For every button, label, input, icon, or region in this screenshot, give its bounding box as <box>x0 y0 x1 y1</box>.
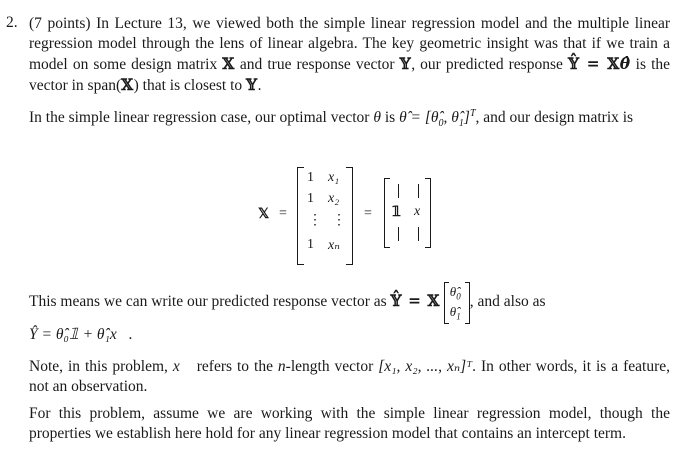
points-label: (7 points) <box>29 15 91 32</box>
intro-text-2: and true response vector <box>239 56 395 73</box>
matrix-c1-r3: ⋮ <box>308 213 322 228</box>
col-matrix-left-bracket <box>384 178 390 248</box>
matrix-c2-r4: xₙ <box>328 238 340 253</box>
matrix-c1-r1: 1 <box>307 170 314 185</box>
matrix-c2-r1: x₁ <box>328 170 340 185</box>
predicted-text: This means we can write our predicted response vector as 𝕐̂ = 𝕏 $\thetâ_0$ $\thetâ_1$ , and also as <box>29 291 674 312</box>
matrix-lhs: 𝕏 <box>258 207 270 222</box>
note-text: Note, in this problem, x⃗ refers to the n-length vector [x₁, x₂, ..., xₙ]ᵀ. In other words, it is a feature, not an observation. <box>29 358 671 395</box>
matrix-left-bracket <box>297 167 304 265</box>
intro-text-1: In Lecture 13, we viewed both the simple linear regression model and the multiple linear regression model through the lens of linear algebra. The key geometric insight was that if we train a model on some design matrix <box>29 15 671 73</box>
matrix-c1-r2: 1 <box>307 191 314 206</box>
problem-number: 2. <box>6 14 18 31</box>
intro-text-3: , our predicted response <box>411 56 563 73</box>
matrix-c1-r4: 1 <box>307 237 314 252</box>
matrix-equals-1: = <box>279 206 287 221</box>
ones-vector: 𝟙 <box>392 205 402 220</box>
design-matrix-symbol: 𝕏 <box>222 54 235 73</box>
predicted-response-eq: 𝕐̂ = 𝕏θ̂ <box>567 54 631 73</box>
intro-text-5: ) that is closest to <box>133 77 243 94</box>
simple-case-text: In the simple linear regression case, our optimal vector θ is θ̂ = [$\thetâ_0$, $\thetâ_1]^T$, and our design matrix is <box>29 108 634 130</box>
problem-intro: (7 points) In Lecture 13, we viewed both the simple linear regression model and the multiple linear regression model through the lens of linear algebra. The key geometric insight was that if we train a model on some design matrix 𝕏 and true response vector 𝕐, our predicted response 𝕐̂ = 𝕏θ̂ is the vector in span(𝕏) that is closest to 𝕐. <box>29 15 671 94</box>
matrix-c2-r2: x₂ <box>328 191 340 206</box>
predicted-equation: Ŷ = θ̂₀𝟙 + θ̂₁x⃗. <box>29 326 133 343</box>
assumption-text: For this problem, assume we are working with the simple linear regression model, though the properties we establish here hold for any linear regression model that contains an intercept term. <box>29 405 670 442</box>
response-vector-symbol: 𝕐 <box>399 54 412 73</box>
matrix-c2-r3: ⋮ <box>332 213 346 228</box>
matrix-equals-2: = <box>364 206 372 221</box>
x-vector: x⃗ <box>414 204 432 219</box>
matrix-right-bracket <box>346 167 353 265</box>
intro-text-4: is the vector in span( <box>29 56 671 94</box>
